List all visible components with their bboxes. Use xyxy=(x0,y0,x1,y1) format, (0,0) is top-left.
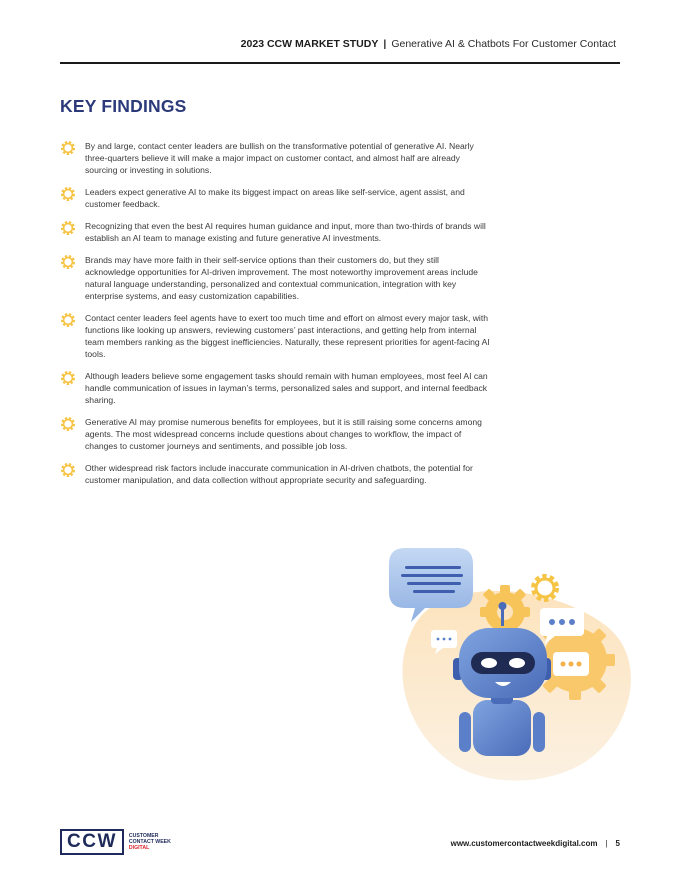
gear-bullet-icon xyxy=(60,416,76,432)
header-study-title: 2023 CCW MARKET STUDY xyxy=(240,38,379,50)
finding-item xyxy=(60,254,490,302)
logo-line-contact-week: CONTACT WEEK xyxy=(128,839,171,845)
finding-text: Leaders expect generative AI to make its biggest impact on areas like self-service, agent assist, and customer feedback. xyxy=(85,187,465,209)
page-title: KEY FINDINGS xyxy=(60,96,187,116)
finding-text: Other widespread risk factors include inaccurate communication in AI-driven chatbots, the potential for customer manipulation, and data collection without appropriate security and safeguarding. xyxy=(85,463,473,485)
running-header xyxy=(241,38,616,50)
gear-bullet-icon xyxy=(60,186,76,202)
footer-url-link[interactable]: www.customercontactweekdigital.com xyxy=(450,839,598,848)
finding-item xyxy=(60,416,490,452)
gear-bullet-icon xyxy=(60,462,76,478)
finding-text: By and large, contact center leaders are bullish on the transformative potential of generative AI. Nearly three-quarters believe it will make a major impact on customer contact, and almost half are already sourcing or investing in solutions. xyxy=(85,141,474,175)
finding-text: Recognizing that even the best AI requires human guidance and input, more than two-thirds of brands will establish an AI team to manage existing and future generative AI investments. xyxy=(85,221,486,243)
finding-text: Contact center leaders feel agents have to exert too much time and effort on almost every major task, with functions like looking up answers, reviewing customers’ past interactions, and getting help from internal team members ranking as the biggest inefficiencies. Naturally, these represent priorities for agent-facing AI tools. xyxy=(85,313,490,359)
gear-bullet-icon xyxy=(60,254,76,270)
footer-separator: | xyxy=(605,839,608,848)
robot-chatbot-illustration xyxy=(385,540,640,790)
finding-item xyxy=(60,220,490,244)
ccw-logo-wordmark xyxy=(129,833,171,851)
page-number: 5 xyxy=(615,839,620,848)
footer xyxy=(451,839,620,848)
finding-item xyxy=(60,140,490,176)
header-rule xyxy=(60,62,620,64)
gear-bullet-icon xyxy=(60,220,76,236)
gear-bullet-icon xyxy=(60,140,76,156)
gear-bullet-icon xyxy=(60,312,76,328)
finding-text: Generative AI may promise numerous benefits for employees, but it is still raising some concerns among agents. The most widespread concerns include questions about changes to workflow, the impact of changes to customer journeys and sentiments, and possible job loss. xyxy=(85,417,482,451)
header-separator: | xyxy=(383,38,387,50)
finding-item xyxy=(60,186,490,210)
logo-line-customer: CUSTOMER xyxy=(128,833,159,839)
gear-bullet-icon xyxy=(60,370,76,386)
logo-line-digital: DIGITAL xyxy=(128,845,150,851)
header-subtitle: Generative AI & Chatbots For Customer Contact xyxy=(391,38,616,50)
finding-text: Brands may have more faith in their self-service options than their customers do, but they still acknowledge opportunities for AI-driven improvement. The most noteworthy improvement areas include natural language understanding, personalized and contextual communication, integration with key enterprise systems, and easy customization capabilities. xyxy=(85,255,478,301)
finding-text: Although leaders believe some engagement tasks should remain with human employees, most feel AI can handle communication of issues in layman’s terms, personalized sales and support, and internal feedback sharing. xyxy=(85,371,488,405)
ccw-logo xyxy=(60,829,171,855)
ccw-logo-mark: CCW xyxy=(60,829,124,855)
findings-list xyxy=(60,140,490,496)
finding-item xyxy=(60,370,490,406)
finding-item xyxy=(60,312,490,360)
typing-bubble-icon xyxy=(553,652,589,676)
finding-item xyxy=(60,462,490,486)
